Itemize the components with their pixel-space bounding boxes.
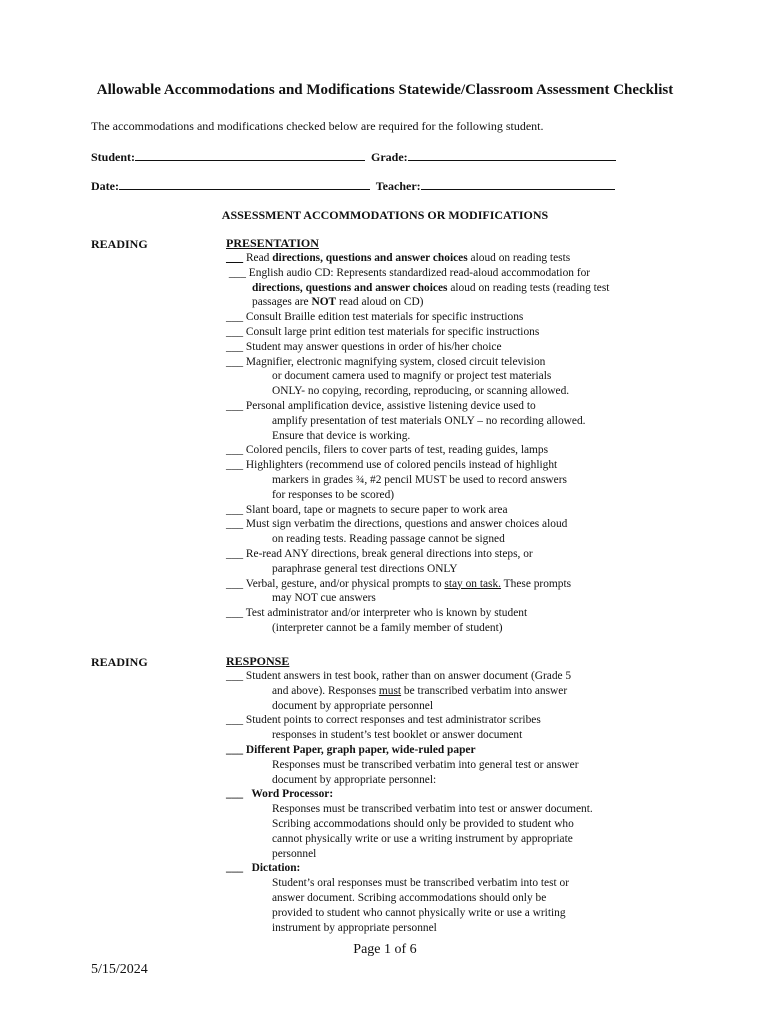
list-item: ___ Student may answer questions in order of his/her choice [226, 340, 502, 353]
list-item: ___ Personal amplification device, assistive listening device used to amplify presentation of test materials ONLY – no recording allowed. Ensure that device is working. [226, 399, 586, 442]
presentation-block [226, 236, 696, 636]
page-number: Page 1 of 6 [353, 942, 417, 957]
presentation-subheading: PRESENTATION [226, 236, 319, 250]
student-line[interactable] [135, 149, 365, 161]
response-subheading: RESPONSE [226, 654, 290, 668]
student-label: Student: [91, 150, 136, 164]
list-item: ___ Highlighters (recommend use of colored pencils instead of highlight markers in grades ¾, #2 pencil MUST be used to record answers for responses to be scored) [226, 459, 567, 501]
teacher-label: Teacher: [375, 179, 421, 193]
list-item: ___ Student answers in test book, rather than on answer document (Grade 5 and above). Responses must be transcribed verbatim into answer document by appropriate personnel [226, 670, 572, 712]
list-item: ___ Test administrator and/or interpreter who is known by student (interpreter cannot be a family member of student) [226, 607, 528, 634]
page-title: Allowable Accommodations and Modifications Statewide/Classroom Assessment Checklist [96, 82, 674, 98]
list-item: ___ Consult large print edition test materials for specific instructions [226, 325, 540, 338]
list-item: ___ Must sign verbatim the directions, questions and answer choices aloud on reading tests. Reading passage cannot be signed [226, 518, 568, 546]
section-heading: ASSESSMENT ACCOMMODATIONS OR MODIFICATIONS [221, 208, 549, 222]
list-item: ___ Student points to correct responses and test administrator scribes responses in student’s test booklet or answer document [226, 714, 541, 742]
student-grade-row [91, 149, 616, 165]
date-line[interactable] [119, 178, 370, 190]
list-item: ___ Different Paper, graph paper, wide-ruled paper Responses must be transcribed verbatim into general test or answer document by appropriate personnel: [226, 743, 579, 786]
presentation-area-label: READING [91, 237, 148, 251]
list-item: ___ Read directions, questions and answer choices aloud on reading tests [226, 252, 571, 264]
list-item: ___ Dictation: Student’s oral responses must be transcribed verbatim into test or answer document. Scribing accommodations should only be provided to student who cannot physically write or use a writing instrument by appropriate personnel [226, 862, 570, 934]
list-item: ___ Magnifier, electronic magnifying system, closed circuit television or document camera used to magnify or project test materials ONLY- no copying, recording, reproducing, or scanning allowed. [226, 355, 570, 398]
grade-label: Grade: [371, 150, 408, 164]
list-item: ___ Colored pencils, filers to cover parts of test, reading guides, lamps [226, 444, 549, 457]
date-teacher-row [91, 178, 615, 194]
list-item: ___ English audio CD: Represents standardized read-aloud accommodation for directions, questions and answer choices aloud on reading tests (reading test passages are NOT read aloud on CD) [228, 266, 610, 309]
footer-date: 5/15/2024 [91, 962, 148, 977]
list-item: ___ Verbal, gesture, and/or physical prompts to stay on task. These prompts may NOT cue answers [226, 577, 572, 605]
list-item: ___ Re-read ANY directions, break general directions into steps, or paraphrase general test directions ONLY [226, 547, 533, 575]
intro-text: The accommodations and modifications checked below are required for the following student. [91, 119, 544, 133]
response-block [226, 654, 696, 935]
grade-line[interactable] [408, 149, 616, 161]
teacher-line[interactable] [421, 178, 615, 190]
response-area-label: READING [91, 655, 148, 669]
list-item: ___ Consult Braille edition test materials for specific instructions [226, 311, 524, 324]
date-label: Date: [91, 179, 119, 193]
list-item: ___ Slant board, tape or magnets to secure paper to work area [226, 503, 508, 516]
list-item: ___ Word Processor: Responses must be transcribed verbatim into test or answer document. Scribing accommodations should only be provided to student who cannot physically write or use a writing instrument by appropriate personnel [226, 788, 593, 860]
